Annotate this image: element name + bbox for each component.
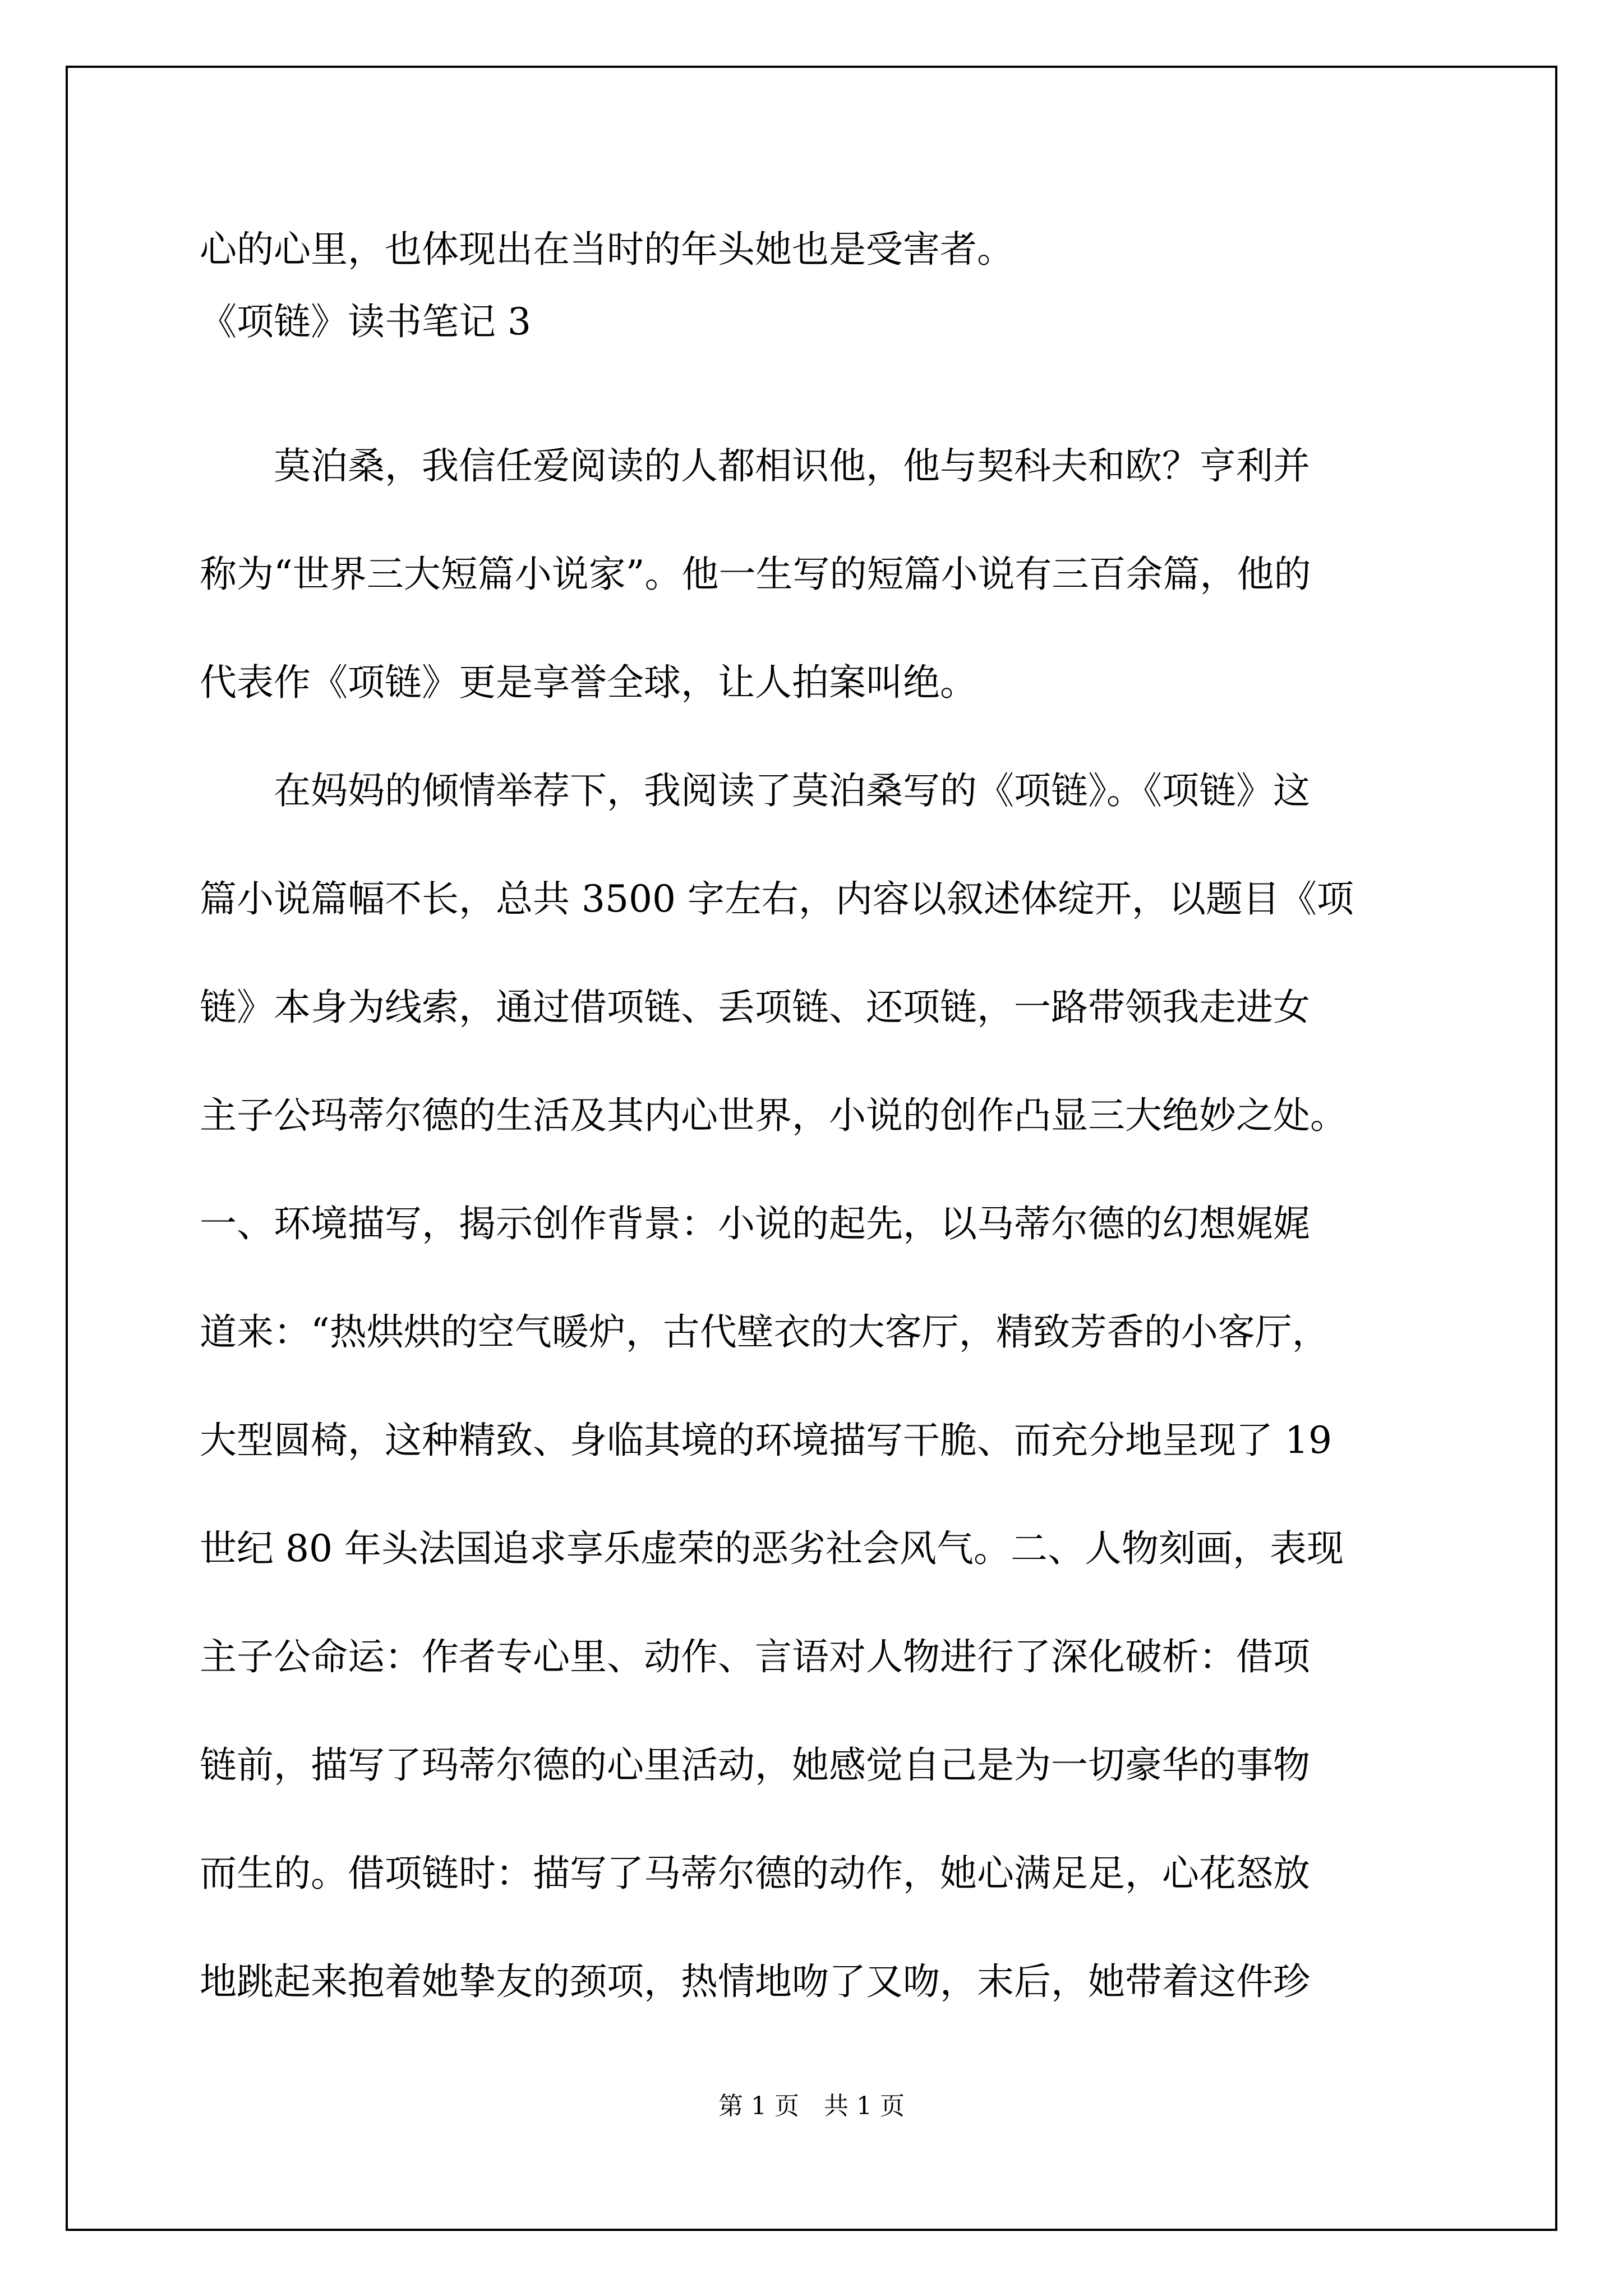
text-line: 称为“世界三大短篇小说家”。他一生写的短篇小说有三百余篇，他的: [200, 553, 1311, 596]
text-line: 心的心里，也体现出在当时的年头她也是受害者。: [200, 228, 1014, 271]
text-line: 在妈妈的倾情举荐下，我阅读了莫泊桑写的《项链》。《项链》这: [200, 769, 1310, 812]
page-footer: 第 1 页 共 1 页: [718, 2092, 905, 2120]
text-line: 链》本身为线索，通过借项链、丢项链、还项链，一路带领我走进女: [200, 986, 1310, 1029]
text-line: 而生的。借项链时：描写了马蒂尔德的动作，她心满足足，心花怒放: [200, 1852, 1310, 1895]
text-line: 莫泊桑，我信任爱阅读的人都相识他，他与契科夫和欧？亨利并: [200, 444, 1310, 487]
text-line: 主子公玛蒂尔德的生活及其内心世界，小说的创作凸显三大绝妙之处。: [200, 1094, 1347, 1137]
page-frame: [66, 66, 1557, 2231]
text-line: 大型圆椅，这种精致、身临其境的环境描写干脆、而充分地呈现了 19: [200, 1419, 1332, 1462]
text-line: 道来：“热烘烘的空气暖炉，古代壁衣的大客厅，精致芳香的小客厅，: [200, 1310, 1329, 1354]
section-heading: 《项链》读书笔记 3: [200, 300, 531, 343]
text-line: 一、环境描写，揭示创作背景：小说的起先，以马蒂尔德的幻想娓娓: [200, 1202, 1310, 1245]
text-line: 主子公命运：作者专心里、动作、言语对人物进行了深化破析：借项: [200, 1635, 1310, 1678]
text-line: 篇小说篇幅不长，总共 3500 字左右，内容以叙述体绽开，以题目《项: [200, 877, 1354, 921]
text-line: 世纪 80 年头法国追求享乐虚荣的恶劣社会风气。二、人物刻画，表现: [200, 1527, 1344, 1570]
text-line: 链前，描写了玛蒂尔德的心里活动，她感觉自己是为一切豪华的事物: [200, 1743, 1310, 1787]
text-line: 代表作《项链》更是享誉全球，让人拍案叫绝。: [200, 661, 977, 704]
text-line: 地跳起来抱着她挚友的颈项，热情地吻了又吻，末后，她带着这件珍: [200, 1960, 1310, 2003]
